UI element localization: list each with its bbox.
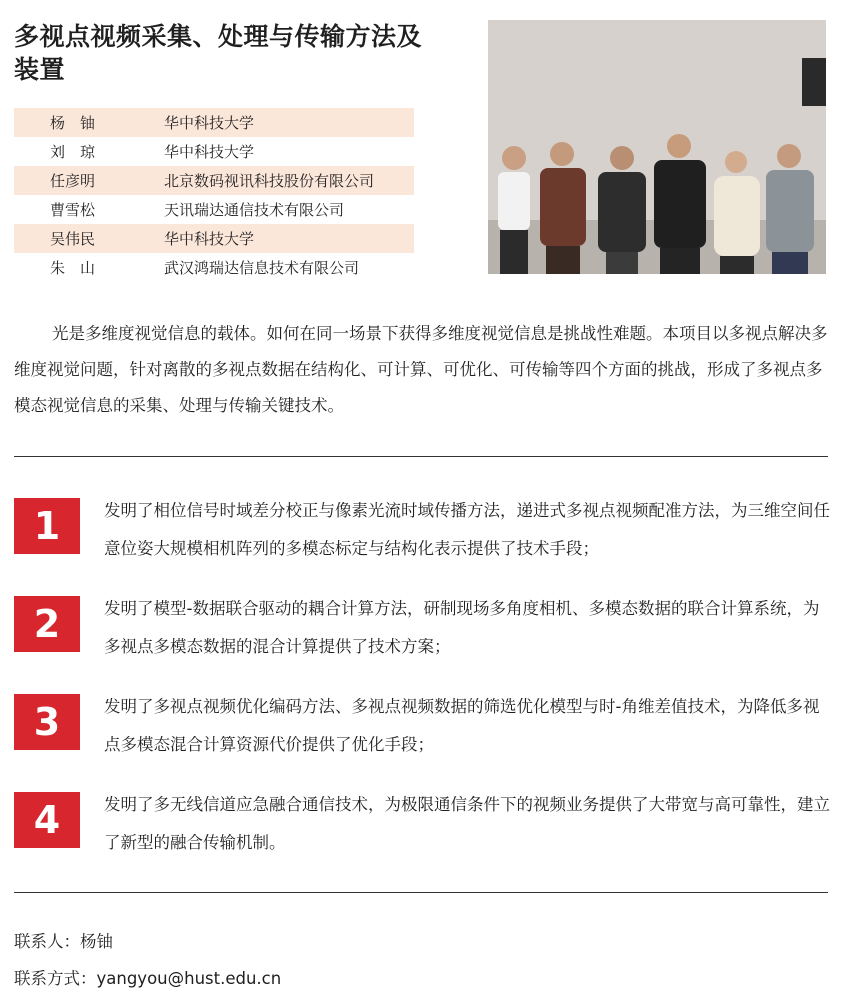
innovation-item-1 xyxy=(14,496,834,556)
contact-person: 联系人：杨铀 xyxy=(14,932,113,951)
team-member-list xyxy=(14,108,414,282)
item-number-badge: 2 xyxy=(14,596,80,652)
item-number-badge: 3 xyxy=(14,694,80,750)
innovation-item-2 xyxy=(14,594,834,654)
member-row xyxy=(14,253,414,282)
member-org: 武汉鸿瑞达信息技术有限公司 xyxy=(164,259,360,277)
member-name: 朱 山 xyxy=(50,259,96,277)
contact-method: 联系方式：yangyou@hust.edu.cn xyxy=(14,969,282,988)
team-photo xyxy=(488,20,826,274)
divider-top xyxy=(14,456,828,457)
intro-paragraph: 光是多维度视觉信息的载体。如何在同一场景下获得多维度视觉信息是挑战性难题。本项目以多视点解决多维度视觉问题，针对离散的多视点数据在结构化、可计算、可优化、可传输等四个方面的挑战，形成了多视点多模态视觉信息的采集、处理与传输关键技术。 xyxy=(14,324,828,415)
item-number-badge: 4 xyxy=(14,792,80,848)
page-title: 多视点视频采集、处理与传输方法及装置 xyxy=(14,22,423,84)
member-row xyxy=(14,224,414,253)
item-number-badge: 1 xyxy=(14,498,80,554)
item-text: 发明了相位信号时域差分校正与像素光流时域传播方法，递进式多视点视频配准方法，为三维空间任意位姿大规模相机阵列的多模态标定与结构化表示提供了技术手段； xyxy=(104,501,830,558)
member-row xyxy=(14,195,414,224)
member-org: 天讯瑞达通信技术有限公司 xyxy=(164,201,345,219)
member-name: 任彦明 xyxy=(50,172,96,190)
item-text: 发明了多视点视频优化编码方法、多视点视频数据的筛选优化模型与时-角维差值技术，为降低多视点多模态混合计算资源代价提供了优化手段； xyxy=(104,697,820,754)
member-org: 华中科技大学 xyxy=(164,114,255,132)
member-org: 华中科技大学 xyxy=(164,230,255,248)
member-org: 华中科技大学 xyxy=(164,143,255,161)
member-name: 刘 琼 xyxy=(50,143,96,161)
innovation-item-4 xyxy=(14,790,834,850)
item-text: 发明了多无线信道应急融合通信技术，为极限通信条件下的视频业务提供了大带宽与高可靠性，建立了新型的融合传输机制。 xyxy=(104,795,830,852)
member-name: 杨 铀 xyxy=(50,114,96,132)
member-org: 北京数码视讯科技股份有限公司 xyxy=(164,172,375,190)
innovation-item-3 xyxy=(14,692,834,752)
member-row xyxy=(14,108,414,137)
member-row xyxy=(14,166,414,195)
member-name: 曹雪松 xyxy=(50,201,96,219)
item-text: 发明了模型-数据联合驱动的耦合计算方法，研制现场多角度相机、多模态数据的联合计算系统，为多视点多模态数据的混合计算提供了技术方案； xyxy=(104,599,820,656)
member-name: 吴伟民 xyxy=(50,230,96,248)
team-photo-illustration xyxy=(488,20,826,274)
member-row xyxy=(14,137,414,166)
divider-bottom xyxy=(14,892,828,893)
